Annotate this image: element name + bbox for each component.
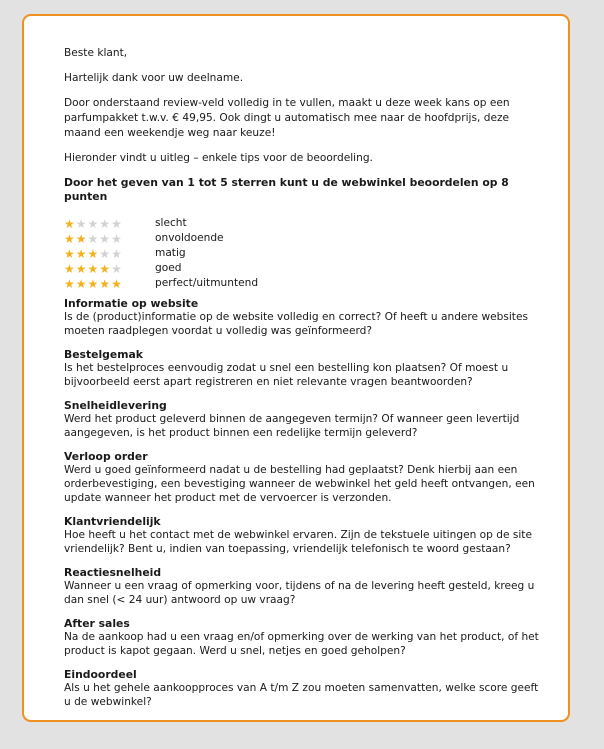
rating-row-4: [64, 261, 544, 276]
criterion-description: Na de aankoop had u een vraag en/of opmerking over de werking van het product, of het product is kapot gegaan. Werd u snel, netjes en goed geholpen?: [64, 631, 539, 657]
criterion-bestelgemak: [64, 348, 544, 389]
star-empty-icon: ★: [111, 231, 122, 246]
star-empty-icon: ★: [87, 216, 99, 231]
star-filled-icon: ★: [75, 261, 87, 276]
star-filled-icon: ★: [99, 261, 111, 276]
criterion-description: Als u het gehele aankoopproces van A t/m Z zou moeten samenvatten, welke score geeft u de webwinkel?: [64, 682, 539, 708]
criterion-eindoordeel: [64, 668, 544, 709]
star-filled-icon: ★: [64, 231, 75, 246]
star-rating-1: [64, 218, 155, 230]
rating-row-3: [64, 246, 544, 261]
criterion-reactiesnelheid: [64, 566, 544, 607]
star-empty-icon: ★: [111, 246, 122, 261]
criterion-title: Snelheidlevering: [64, 399, 167, 412]
star-filled-icon: ★: [75, 246, 87, 261]
star-filled-icon: ★: [64, 246, 75, 261]
star-empty-icon: ★: [87, 231, 99, 246]
criterion-title: Verloop order: [64, 450, 148, 463]
criterion-snelheidlevering: [64, 399, 544, 440]
star-empty-icon: ★: [75, 216, 87, 231]
criterion-title: Eindoordeel: [64, 668, 137, 681]
star-empty-icon: ★: [111, 216, 122, 231]
star-filled-icon: ★: [64, 216, 75, 231]
rating-row-1: [64, 216, 544, 231]
star-filled-icon: ★: [64, 261, 75, 276]
rating-intro-heading: Door het geven van 1 tot 5 sterren kunt u de webwinkel beoordelen op 8 punten: [64, 176, 509, 203]
greeting-text: Beste klant,: [64, 47, 128, 59]
rating-label: goed: [155, 262, 182, 274]
criterion-description: Is de (product)informatie op de website volledig en correct? Of heeft u andere websites moeten raadplegen voordat u volledig was geïnformeerd?: [64, 311, 528, 337]
criterion-title: Informatie op website: [64, 297, 199, 310]
star-empty-icon: ★: [111, 261, 122, 276]
star-empty-icon: ★: [99, 231, 111, 246]
star-empty-icon: ★: [99, 246, 111, 261]
intro-text: Door onderstaand review-veld volledig in te vullen, maakt u deze week kans op een parfumpakket t.w.v. € 49,95. Ook dingt u automatisch mee naar de hoofdprijs, deze maand een weekendje weg naar keuze!: [64, 97, 510, 139]
rating-label: matig: [155, 247, 186, 259]
criterion-description: Werd u goed geïnformeerd nadat u de bestelling had geplaatst? Denk hierbij aan een orderbevestiging, een bevestiging wanneer de webwinkel het geld heeft ontvangen, een update wanneer het product met de vervoercer is verzonden.: [64, 464, 535, 504]
review-instructions-card: [22, 14, 570, 722]
rating-label: onvoldoende: [155, 232, 224, 244]
star-filled-icon: ★: [87, 246, 99, 261]
criterion-description: Hoe heeft u het contact met de webwinkel ervaren. Zijn de tekstuele uitingen op de site vriendelijk? Bent u, indien van toepassing, vriendelijk telefonisch te woord gestaan?: [64, 529, 532, 555]
criterion-description: Is het bestelproces eenvoudig zodat u snel een bestelling kon plaatsen? Of moest u bijvoorbeeld eerst apart registreren en niet relevante vragen beantwoorden?: [64, 362, 509, 388]
star-filled-icon: ★: [75, 231, 87, 246]
star-filled-icon: ★: [99, 276, 111, 291]
star-filled-icon: ★: [111, 276, 122, 291]
explanation-text: Hieronder vindt u uitleg – enkele tips voor de beoordeling.: [64, 152, 373, 164]
rating-row-5: [64, 276, 544, 291]
letter-content: [64, 46, 544, 719]
star-rating-5: [64, 278, 155, 290]
criterion-description: Werd het product geleverd binnen de aangegeven termijn? Of wanneer geen levertijd aangegeven, is het product binnen een redelijke termijn geleverd?: [64, 413, 520, 439]
rating-row-2: [64, 231, 544, 246]
criterion-title: Bestelgemak: [64, 348, 143, 361]
criterion-title: Reactiesnelheid: [64, 566, 162, 579]
star-filled-icon: ★: [87, 276, 99, 291]
criterion-after-sales: [64, 617, 544, 658]
star-empty-icon: ★: [99, 216, 111, 231]
rating-scale: [64, 216, 544, 291]
criterion-verloop-order: [64, 450, 544, 505]
rating-label: slecht: [155, 217, 187, 229]
star-rating-2: [64, 233, 155, 245]
criterion-title: After sales: [64, 617, 130, 630]
star-rating-3: [64, 248, 155, 260]
star-rating-4: [64, 263, 155, 275]
star-filled-icon: ★: [87, 261, 99, 276]
criterion-description: Wanneer u een vraag of opmerking voor, tijdens of na de levering heeft gesteld, kreeg u dan snel (< 24 uur) antwoord op uw vraag?: [64, 580, 535, 606]
rating-label: perfect/uitmuntend: [155, 277, 259, 289]
star-filled-icon: ★: [75, 276, 87, 291]
star-filled-icon: ★: [64, 276, 75, 291]
thanks-text: Hartelijk dank voor uw deelname.: [64, 72, 244, 84]
criterion-title: Klantvriendelijk: [64, 515, 161, 528]
criterion-klantvriendelijk: [64, 515, 544, 556]
criterion-informatie-op-website: [64, 297, 544, 338]
